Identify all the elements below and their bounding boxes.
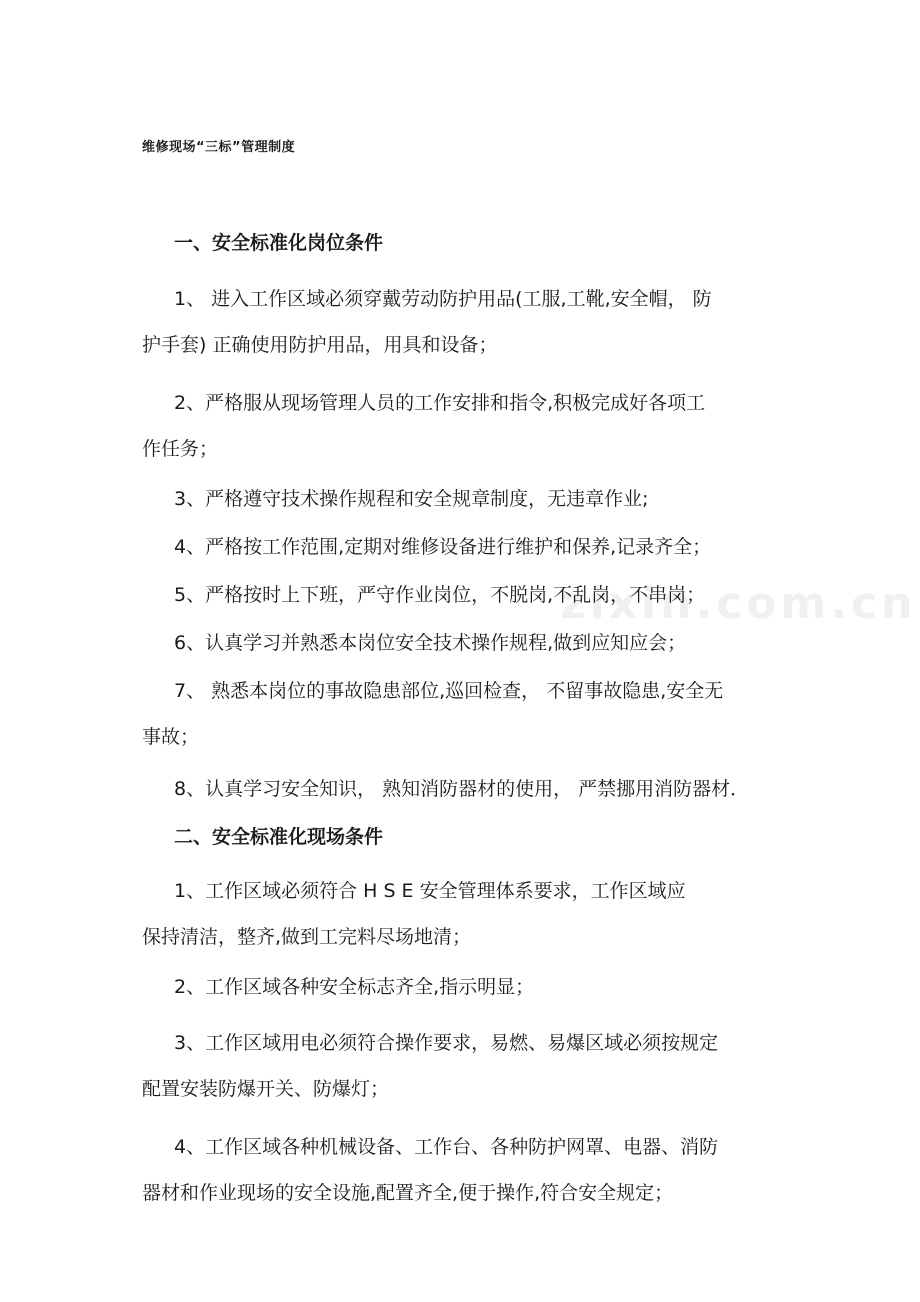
paragraph-line: 事故； bbox=[142, 726, 200, 748]
section-1-item-4 bbox=[142, 524, 792, 570]
paragraph-line: 2、严格服从现场管理人员的工作安排和指令,积极完成好各项工 bbox=[174, 392, 706, 414]
paragraph-line: 4、工作区域各种机械设备、工作台、各种防护网罩、电器、消防 bbox=[174, 1136, 719, 1158]
paragraph-line: 1、工作区域必须符合 H S E 安全管理体系要求，工作区域应 bbox=[174, 880, 686, 902]
paragraph-line: 作任务； bbox=[142, 438, 219, 460]
section-2-item-2 bbox=[142, 964, 792, 1010]
section-2-item-3 bbox=[142, 1020, 792, 1112]
section-2-item-1 bbox=[142, 868, 792, 960]
paragraph-line: 2、工作区域各种安全标志齐全,指示明显； bbox=[174, 976, 535, 998]
paragraph-line: 4、严格按工作范围,定期对维修设备进行维护和保养,记录齐全； bbox=[174, 536, 712, 558]
section-1-heading-block bbox=[142, 220, 792, 266]
document-title: 维修现场“三标”管理制度 bbox=[142, 140, 296, 155]
paragraph-line: 1、 进入工作区域必须穿戴劳动防护用品(工服,工靴,安全帽， 防 bbox=[174, 288, 712, 310]
watermark: zixin.com.cn bbox=[560, 578, 917, 629]
paragraph-line: 器材和作业现场的安全设施,配置齐全,便于操作,符合安全规定； bbox=[142, 1182, 674, 1204]
section-1-item-7 bbox=[142, 668, 792, 760]
section-1-heading: 一、安全标准化岗位条件 bbox=[174, 232, 384, 254]
paragraph-line: 3、工作区域用电必须符合操作要求，易燃、易爆区域必须按规定 bbox=[174, 1032, 719, 1054]
paragraph-line: 7、 熟悉本岗位的事故隐患部位,巡回检查， 不留事故隐患,安全无 bbox=[174, 680, 724, 702]
paragraph-line: 护手套) 正确使用防护用品，用具和设备； bbox=[142, 334, 498, 356]
paragraph-line: 6、认真学习并熟悉本岗位安全技术操作规程,做到应知应会； bbox=[174, 632, 687, 654]
section-2-item-4 bbox=[142, 1124, 792, 1216]
paragraph-line: 配置安装防爆开关、防爆灯； bbox=[142, 1078, 390, 1100]
paragraph-line: 3、严格遵守技术操作规程和安全规章制度，无违章作业; bbox=[174, 488, 649, 510]
section-2-heading-block bbox=[142, 814, 792, 860]
paragraph-line: 5、严格按时上下班，严守作业岗位，不脱岗,不乱岗，不串岗； bbox=[174, 584, 706, 606]
section-1-item-5 bbox=[142, 572, 792, 618]
paragraph-line: 8、认真学习安全知识， 熟知消防器材的使用， 严禁挪用消防器材． bbox=[174, 778, 750, 800]
section-1-item-6 bbox=[142, 620, 792, 666]
section-1-item-8 bbox=[142, 766, 792, 812]
section-1-item-1 bbox=[142, 276, 792, 368]
section-2-heading: 二、安全标准化现场条件 bbox=[174, 826, 384, 848]
section-1-item-2 bbox=[142, 380, 792, 472]
section-1-item-3 bbox=[142, 476, 792, 522]
paragraph-line: 保持清洁，整齐,做到工完料尽场地清； bbox=[142, 926, 472, 948]
